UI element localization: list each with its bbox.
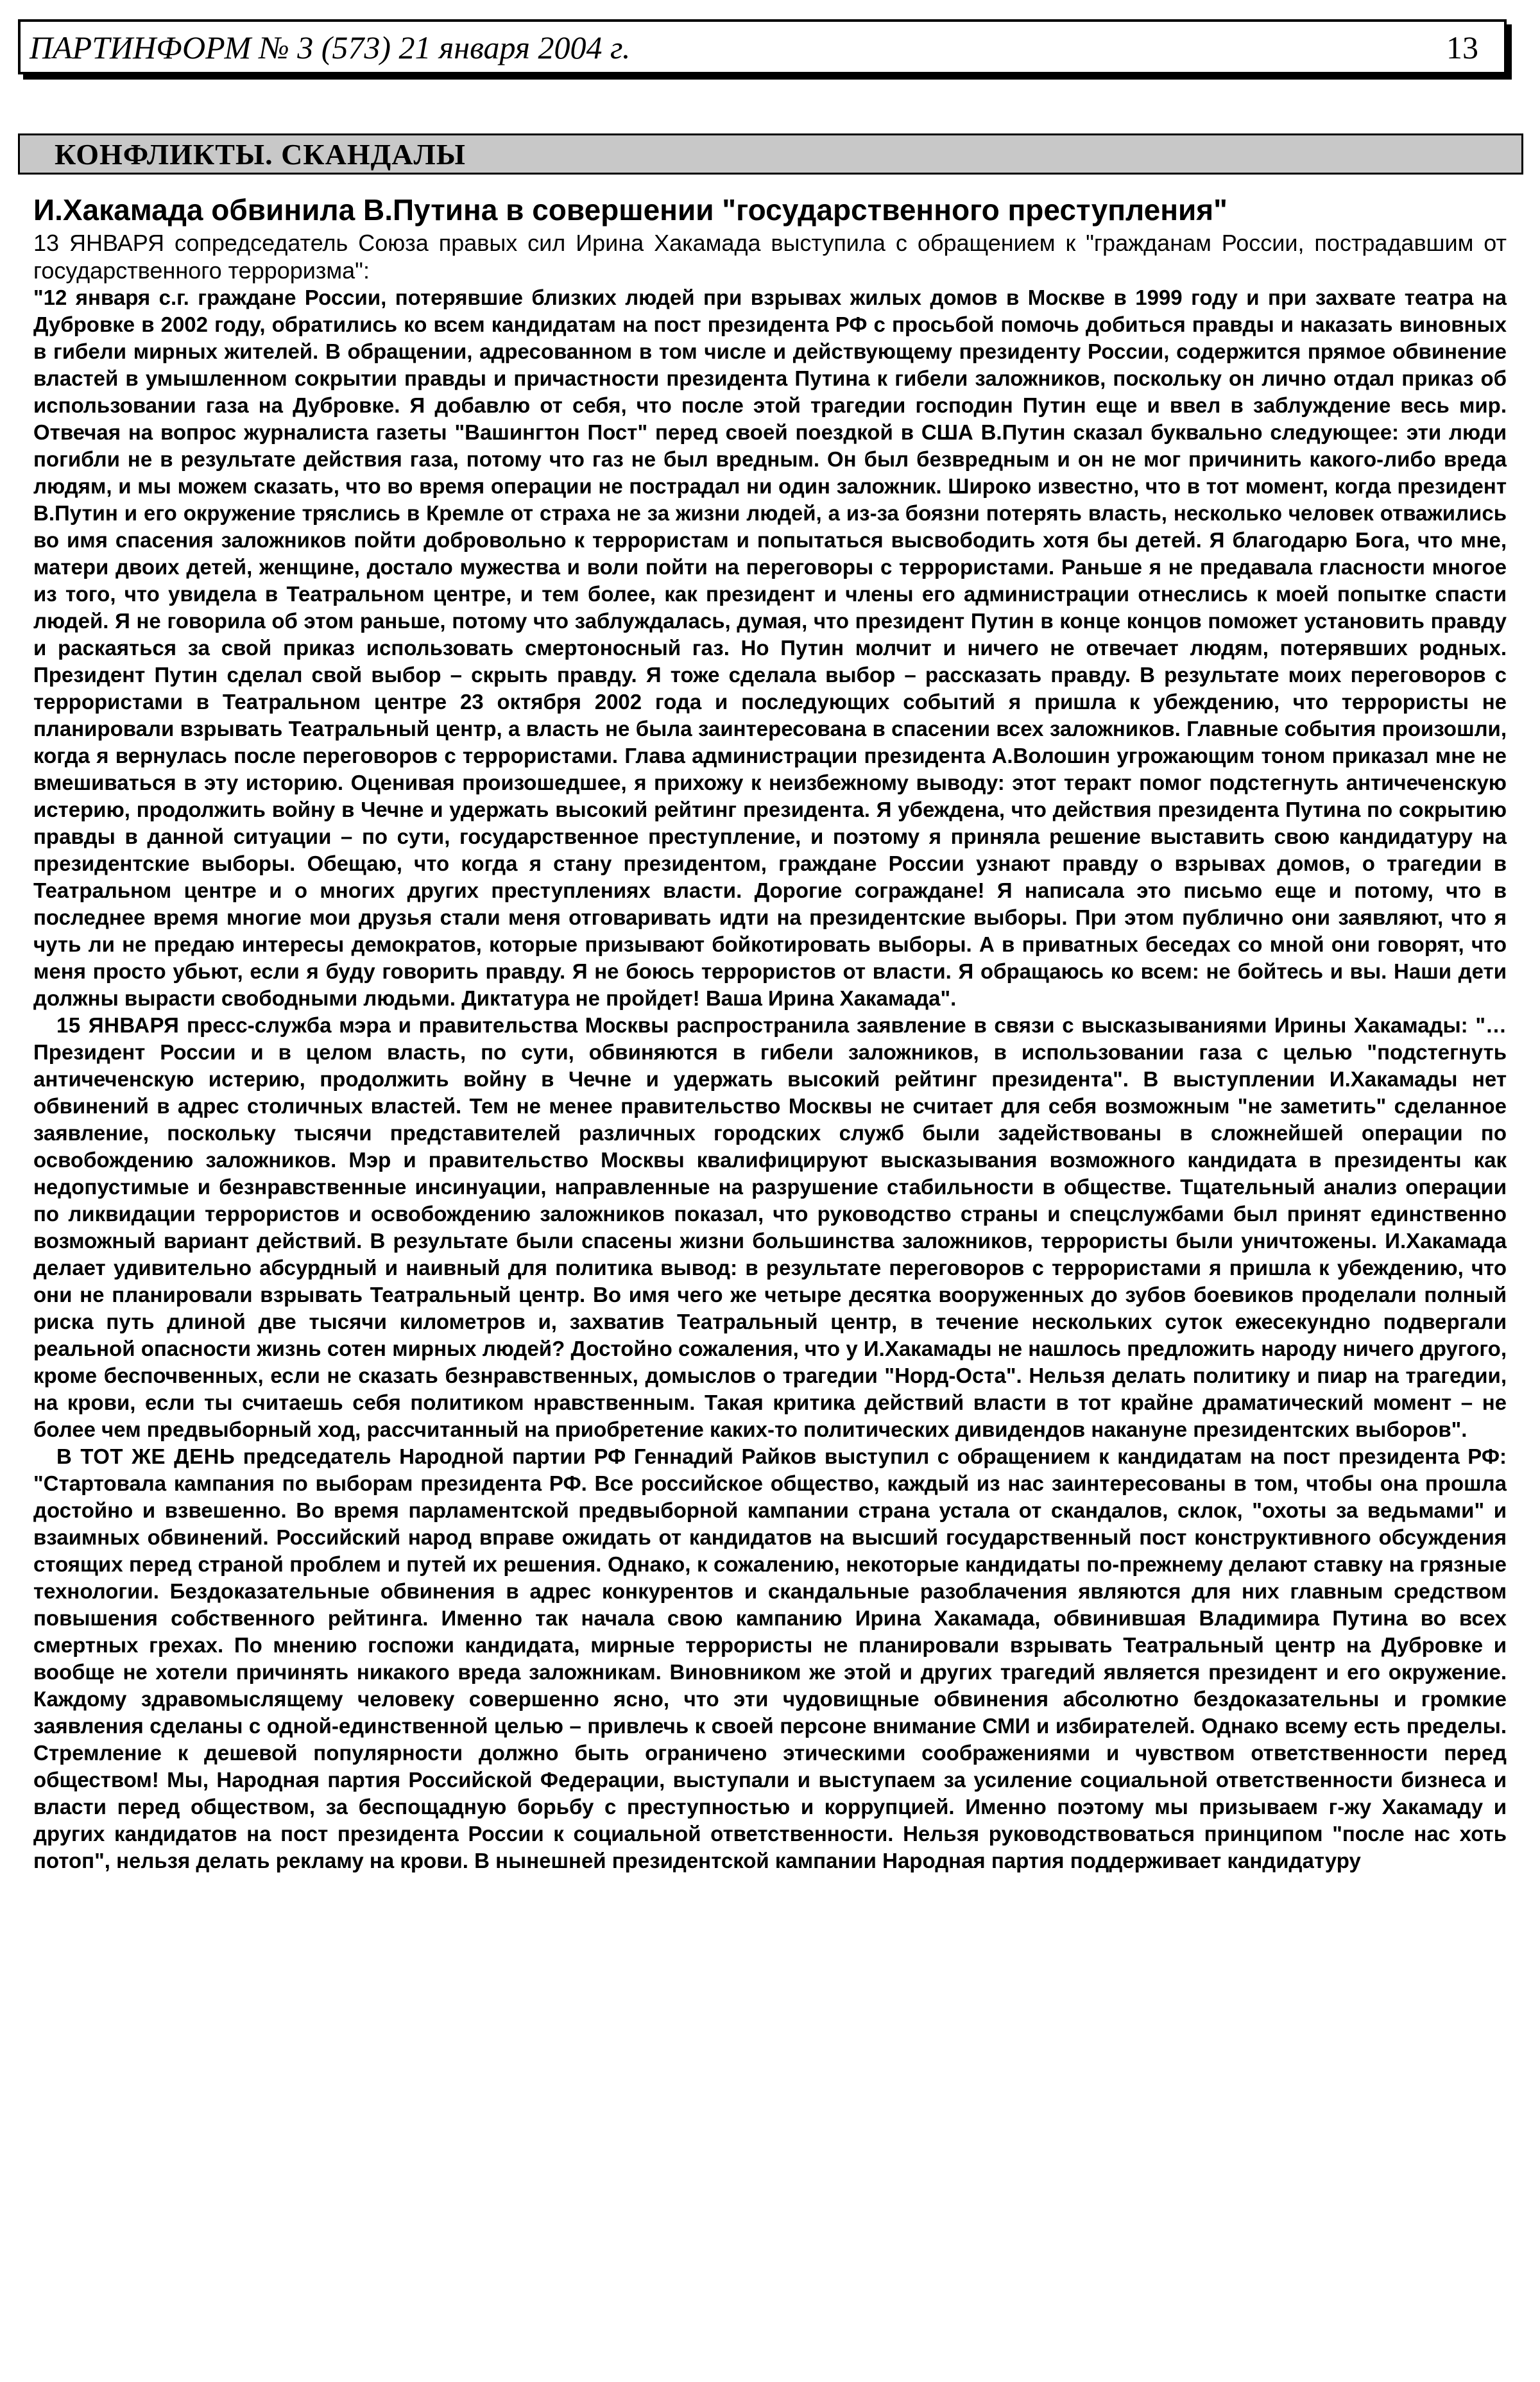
article-lead: 13 ЯНВАРЯ сопредседатель Союза правых сил Ирина Хакамада выступила с обращением к "гражданам России, пострадавшим от государственного терроризма": [33, 230, 1507, 284]
paragraph-text: пресс-служба мэра и правительства Москвы распространила заявление в связи с высказываниями Ирины Хакамады: "…Президент России и в целом власть, по сути, обвиняются в гибели заложников, в использовании газа с целью "подстегнуть античеченскую истерию, продолжить войну в Чечне и удержать высокий рейтинг президента". В выступлении И.Хакамады нет обвинений в адрес столичных властей. Тем не менее правительство Москвы не считает для себя возможным "не заметить" сделанное заявление, поскольку тысячи представителей различных городских служб были задействованы в сложнейшей операции по освобождению заложников. Мэр и правительство Москвы квалифицируют высказывания возможного кандидата в президенты как недопустимые и безнравственные инсинуации, направленные на разрушение стабильности в обществе. Тщательный анализ операции по ликвидации террористов и освобождению заложников показал, что руководство страны и спецслужбами был принят единственно возможный вариант действий. В результате были спасены жизни большинства заложников, террористы были уничтожены. И.Хакамада делает удивительно абсурдный и наивный для политика вывод: в результате переговоров с террористами я пришла к убеждению, что они не планировали взрывать Театральный центр. Во имя чего же четыре десятка вооруженных до зубов боевиков проделали полный риска путь длиной две тысячи километров и, захватив Театральный центр, в течение нескольких суток ежесекундно подвергали реальной опасности жизнь сотен мирных людей? Достойно сожаления, что у И.Хакамады не нашлось предложить народу ничего другого, кроме беспочвенных, если не сказать безнравственных, домыслов о трагедии "Норд-Оста". Нельзя делать политику и пиар на трагедии, на крови, если ты считаешь себя политиком нравственным. Такая критика действий власти в тот крайне драматический момент – не более чем предвыборный ход, рассчитанный на приобретение каких-то политических дивидендов накануне президентских выборов". [33, 1013, 1507, 1441]
paragraph-text: председатель Народной партии РФ Геннадий Райков выступил с обращением к кандидатам на пост президента РФ: "Стартовала кампания по выборам президента РФ. Все российское общество, каждый из нас заинтересованы в том, чтобы она прошла достойно и взвешенно. Во время парламентской предвыборной кампании страна устала от скандалов, склок, "охоты за ведьмами" и взаимных обвинений. Российский народ вправе ожидать от кандидатов на высший государственный пост конструктивного обсуждения стоящих перед страной проблем и путей их решения. Однако, к сожалению, некоторые кандидаты по-прежнему делают ставку на грязные технологии. Бездоказательные обвинения в адрес конкурентов и скандальные разоблачения являются для них главным средством повышения собственного рейтинга. Именно так начала свою кампанию Ирина Хакамада, обвинившая Владимира Путина во всех смертных грехах. По мнению госпожи кандидата, мирные террористы не планировали взрывать Театральный центр на Дубровке и вообще не хотели причинять никакого вреда заложникам. Виновником же этой и других трагедий является президент и его окружение. Каждому здравомыслящему человеку совершенно ясно, что эти чудовищные обвинения абсолютно бездоказательны и громкие заявления сделаны с одной-единственной целью – привлечь к своей персоне внимание СМИ и избирателей. Однако всему есть пределы. Стремление к дешевой популярности должно быть ограничено этическими соображениями и чувством ответственности перед обществом! Мы, Народная партия Российской Федерации, выступали и выступаем за усиление социальной ответственности бизнеса и власти перед обществом, за беспощадную борьбу с преступностью и коррупцией. Именно поэтому мы призываем г-жу Хакамаду и других кандидатов на пост президента России к социальной ответственности. Нельзя руководствоваться принципом "после нас хоть потоп", нельзя делать рекламу на крови. В нынешней президентской кампании Народная партия поддерживает кандидатуру [33, 1444, 1507, 1872]
article-quote-paragraph: "12 января с.г. граждане России, потерявшие близких людей при взрывах жилых домов в Москве в 1999 году и при захвате театра на Дубровке в 2002 году, обратились ко всем кандидатам на пост президента РФ с просьбой помочь добиться правды и наказать виновных в гибели мирных жителей. В обращении, адресованном в том числе и действующему президенту России, содержится прямое обвинение властей в умышленном сокрытии правды и причастности президента Путина к гибели заложников, поскольку он лично отдал приказ об использовании газа на Дубровке. Я добавлю от себя, что после этой трагедии господин Путин еще и ввел в заблуждение весь мир. Отвечая на вопрос журналиста газеты "Вашингтон Пост" перед своей поездкой в США В.Путин сказал буквально следующее: эти люди погибли не в результате действия газа, потому что газ не был вредным. Он был безвредным и он не мог причинить какого-либо вреда людям, и мы можем сказать, что во время операции не пострадал ни один заложник. Широко известно, что в тот момент, когда президент В.Путин и его окружение тряслись в Кремле от страха не за жизни людей, а из-за боязни потерять власть, несколько человек отважились во имя спасения заложников пойти добровольно к террористам и попытаться высвободить хотя бы детей. Я благодарю Бога, что мне, матери двоих детей, женщине, достало мужества и воли пойти на переговоры с террористами. Раньше я не предавала гласности многое из того, что увидела в Театральном центре, и тем более, как президент и члены его администрации отнеслись к моей попытке спасти людей. Я не говорила об этом раньше, потому что заблуждалась, думая, что президент Путин в конце концов поможет установить правду и раскаяться за свой приказ использовать смертоносный газ. Но Путин молчит и ничего не отвечает людям, потерявших родных. Президент Путин сделал свой выбор – скрыть правду. Я тоже сделала выбор – рассказать правду. В результате моих переговоров с террористами в Театральном центре 23 октября 2002 года и последующих событий я пришла к убеждению, что террористы не планировали взрывать Театральный центр, а власть не была заинтересована в спасении всех заложников. Главные события произошли, когда я вернулась после переговоров с террористами. Глава администрации президента А.Волошин угрожающим тоном приказал мне не вмешиваться в эту историю. Оценивая произошедшее, я прихожу к неизбежному выводу: этот теракт помог подстегнуть античеченскую истерию, продолжить войну в Чечне и удержать высокий рейтинг президента. Я убеждена, что действия президента Путина по сокрытию правды в данной ситуации – по сути, государственное преступление, и поэтому я приняла решение выставить свою кандидатуру на президентские выборы. Обещаю, что когда я стану президентом, граждане России узнают правду о взрывах домов, о трагедии в Театральном центре и о многих других преступлениях власти. Дорогие сограждане! Я написала это письмо еще и потому, что в последнее время многие мои друзья стали меня отговаривать идти на президентские выборы. При этом публично они заявляют, что я чуть ли не предаю интересы демократов, которые призывают бойкотировать выборы. А в приватных беседах со мной они говорят, что меня просто убьют, если я буду говорить правду. Я не боюсь террористов от власти. Я обращаюсь ко всем: не бойтесь и вы. Наши дети должны вырасти свободными людьми. Диктатура не пройдет! Ваша Ирина Хакамада". [33, 286, 1507, 1010]
article [33, 193, 1507, 1874]
article-headline: И.Хакамада обвинила В.Путина в совершении "государственного преступления" [33, 193, 1228, 227]
article-paragraph-2 [33, 1012, 1507, 1443]
article-paragraph-3 [33, 1443, 1507, 1874]
page-header [18, 19, 1507, 74]
section-header [18, 133, 1523, 175]
publication-title: ПАРТИНФОРМ № 3 (573) 21 января 2004 г. [30, 30, 631, 65]
section-title: КОНФЛИКТЫ. СКАНДАЛЫ [55, 138, 466, 171]
paragraph-date: 15 ЯНВАРЯ [56, 1013, 180, 1037]
paragraph-date: В ТОТ ЖЕ ДЕНЬ [56, 1444, 235, 1468]
page-number: 13 [1446, 30, 1478, 65]
